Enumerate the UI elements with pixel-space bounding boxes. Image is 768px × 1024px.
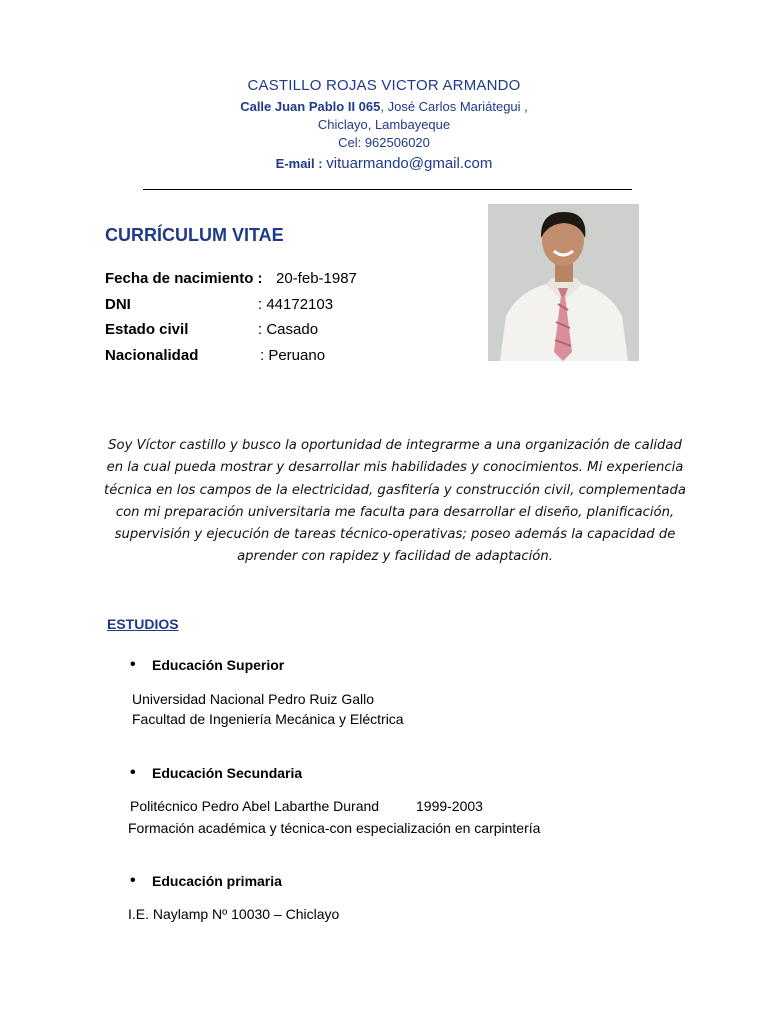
phone-number: Cel: 962506020 bbox=[338, 135, 430, 150]
faculty-name: Facultad de Ingeniería Mecánica y Eléctrica bbox=[132, 711, 404, 727]
bullet-icon: • bbox=[130, 656, 136, 673]
marital-status-value: : Casado bbox=[258, 321, 319, 338]
profile-photo-illustration bbox=[488, 204, 639, 361]
birth-date-value: 20-feb-1987 bbox=[276, 270, 357, 287]
profile-summary: Soy Víctor castillo y busco la oportunidad de integrarme a una organización de calidad en la cual pueda mostrar y desarrollar mis habilidades y conocimientos. Mi experiencia técnica en los campos de la electricidad, gasfitería y construcción civil, complementada con mi preparación universitaria me faculta para desarrollar el diseño, planificación, supervisión y ejecución de tareas técnico-operativas; poseo además la capacidad de aprender con rapidez y facilidad de adaptación. bbox=[104, 438, 686, 565]
email-label: E-mail : bbox=[275, 156, 323, 171]
dni-value: : 44172103 bbox=[258, 296, 334, 313]
studies-heading: ESTUDIOS bbox=[107, 616, 179, 632]
dni-label: DNI bbox=[105, 296, 131, 313]
primary-school-name: I.E. Naylamp Nº 10030 – Chiclayo bbox=[128, 906, 340, 922]
email-line bbox=[0, 155, 768, 172]
marital-status-label: Estado civil bbox=[105, 321, 189, 338]
address-city: Chiclayo, Lambayeque bbox=[317, 117, 451, 132]
bullet-icon: • bbox=[130, 872, 136, 889]
bullet-icon: • bbox=[130, 764, 136, 781]
document-title: CURRÍCULUM VITAE bbox=[105, 225, 284, 245]
email-address[interactable]: vituarmando@gmail.com bbox=[326, 155, 493, 172]
address-district: , José Carlos Mariátegui , bbox=[380, 99, 528, 114]
secondary-education-title: Educación Secundaria bbox=[152, 765, 303, 781]
university-name: Universidad Nacional Pedro Ruiz Gallo bbox=[132, 691, 375, 707]
secondary-school-specialization: Formación académica y técnica-con especialización en carpintería bbox=[128, 820, 541, 836]
primary-education-title: Educación primaria bbox=[152, 873, 282, 889]
birth-date-label: Fecha de nacimiento : bbox=[105, 270, 263, 287]
nationality-value: : Peruano bbox=[260, 347, 326, 364]
secondary-school-years: 1999-2003 bbox=[416, 798, 483, 814]
header-divider bbox=[143, 189, 632, 190]
secondary-school-name: Politécnico Pedro Abel Labarthe Durand bbox=[130, 798, 380, 814]
address-street: Calle Juan Pablo II 065 bbox=[240, 99, 381, 114]
higher-education-title: Educación Superior bbox=[152, 657, 285, 673]
nationality-label: Nacionalidad bbox=[105, 347, 199, 364]
candidate-name: CASTILLO ROJAS VICTOR ARMANDO bbox=[247, 77, 521, 94]
profile-photo bbox=[488, 204, 639, 361]
address-line bbox=[0, 99, 768, 114]
